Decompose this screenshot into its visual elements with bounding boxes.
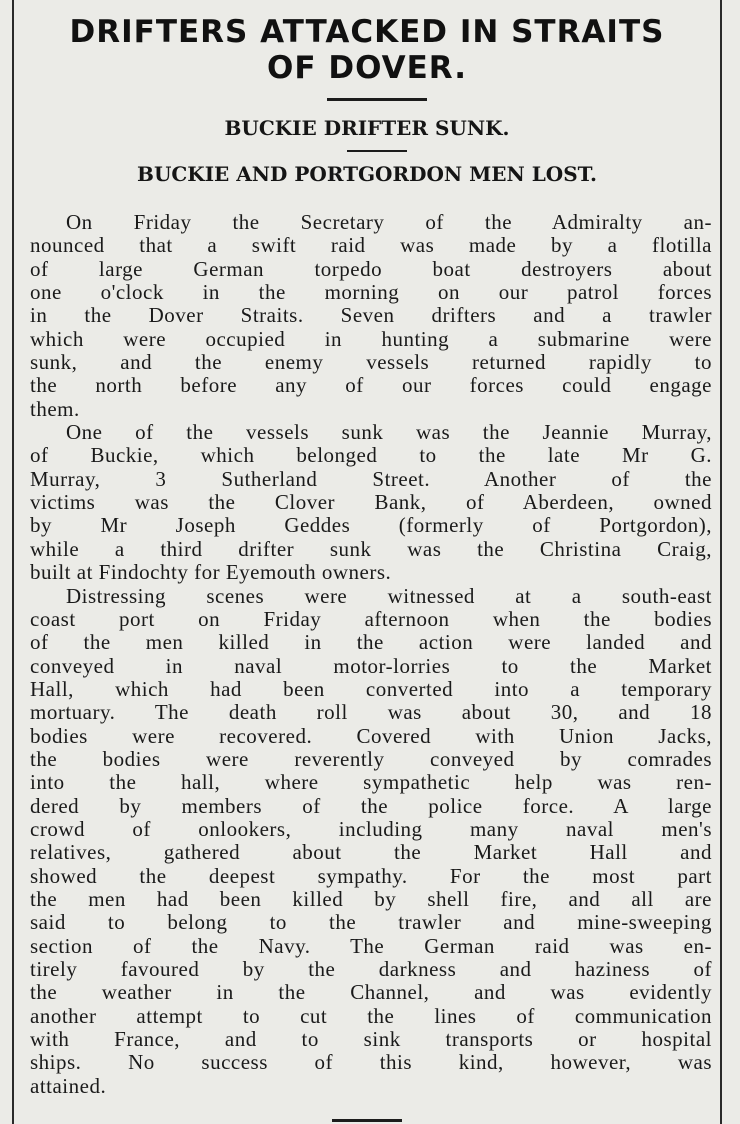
newspaper-column — [12, 0, 722, 1124]
article-line: while a third drifter sunk was the Christina Craig, — [30, 537, 712, 561]
article-line: by Mr Joseph Geddes (formerly of Portgordon), — [30, 514, 712, 538]
article-line: the weather in the Channel, and was evidently — [30, 981, 712, 1005]
article-line: attained. — [30, 1074, 107, 1098]
article-line: one o'clock in the morning on our patrol forces — [30, 281, 712, 305]
article-line: another attempt to cut the lines of communication — [30, 1004, 712, 1028]
article-line: On Friday the Secretary of the Admiralty an- — [66, 211, 712, 234]
article-line: with France, and to sink transports or hospital — [30, 1028, 712, 1052]
headline-line-2: OF DOVER. — [267, 50, 467, 86]
article-line: Distressing scenes were witnessed at a south-east — [66, 584, 712, 608]
subheading-2: BUCKIE AND PORTGORDON MEN LOST. — [137, 162, 597, 186]
article-line: which were occupied in hunting a submarine were — [30, 327, 712, 351]
article-line: crowd of onlookers, including many naval men's — [30, 817, 712, 841]
article-line: ships. No success of this kind, however, was — [30, 1051, 712, 1075]
article-line: of Buckie, which belonged to the late Mr G. — [30, 444, 712, 468]
article-line: the men had been killed by shell fire, and all are — [30, 887, 712, 911]
article-line: Murray, 3 Sutherland Street. Another of the — [30, 467, 712, 491]
article-body — [30, 211, 712, 1098]
article-line: conveyed in naval motor-lorries to the Market — [30, 654, 712, 678]
article-line: in the Dover Straits. Seven drifters and a trawler — [30, 304, 712, 328]
divider-rule — [327, 98, 427, 101]
article-line: the bodies were reverently conveyed by comrades — [30, 747, 712, 771]
article-line: One of the vessels sunk was the Jeannie Murray, — [66, 421, 712, 445]
article-line: showed the deepest sympathy. For the most part — [30, 864, 712, 888]
article-line: said to belong to the trawler and mine-sweeping — [30, 911, 712, 935]
article-line: tirely favoured by the darkness and haziness of — [30, 958, 712, 981]
article-line: coast port on Friday afternoon when the bodies — [30, 607, 712, 631]
article-line: of large German torpedo boat destroyers about — [30, 257, 712, 281]
article-line: sunk, and the enemy vessels returned rapidly to — [30, 351, 712, 375]
article-line: section of the Navy. The German raid was en- — [30, 934, 712, 958]
divider-rule — [347, 150, 407, 152]
article-line: dered by members of the police force. A large — [30, 794, 712, 818]
article-line: nounced that a swift raid was made by a flotilla — [30, 234, 712, 258]
article-line: Hall, which had been converted into a temporary — [30, 677, 712, 701]
article-line: bodies were recovered. Covered with Union Jacks, — [30, 724, 712, 748]
divider-rule — [332, 1119, 402, 1122]
article-line: the north before any of our forces could engage — [30, 374, 712, 398]
subheading-1: BUCKIE DRIFTER SUNK. — [224, 116, 510, 140]
article-line: built at Findochty for Eyemouth owners. — [30, 561, 392, 585]
article-line: victims was the Clover Bank, of Aberdeen, owned — [30, 491, 712, 515]
article-line: relatives, gathered about the Market Hall and — [30, 841, 712, 865]
article-line: mortuary. The death roll was about 30, and 18 — [30, 701, 712, 725]
article-line: of the men killed in the action were landed and — [30, 631, 712, 655]
headline-line-1: DRIFTERS ATTACKED IN STRAITS — [69, 14, 665, 50]
article-line: into the hall, where sympathetic help was ren- — [30, 771, 712, 795]
article-line: them. — [30, 397, 80, 421]
